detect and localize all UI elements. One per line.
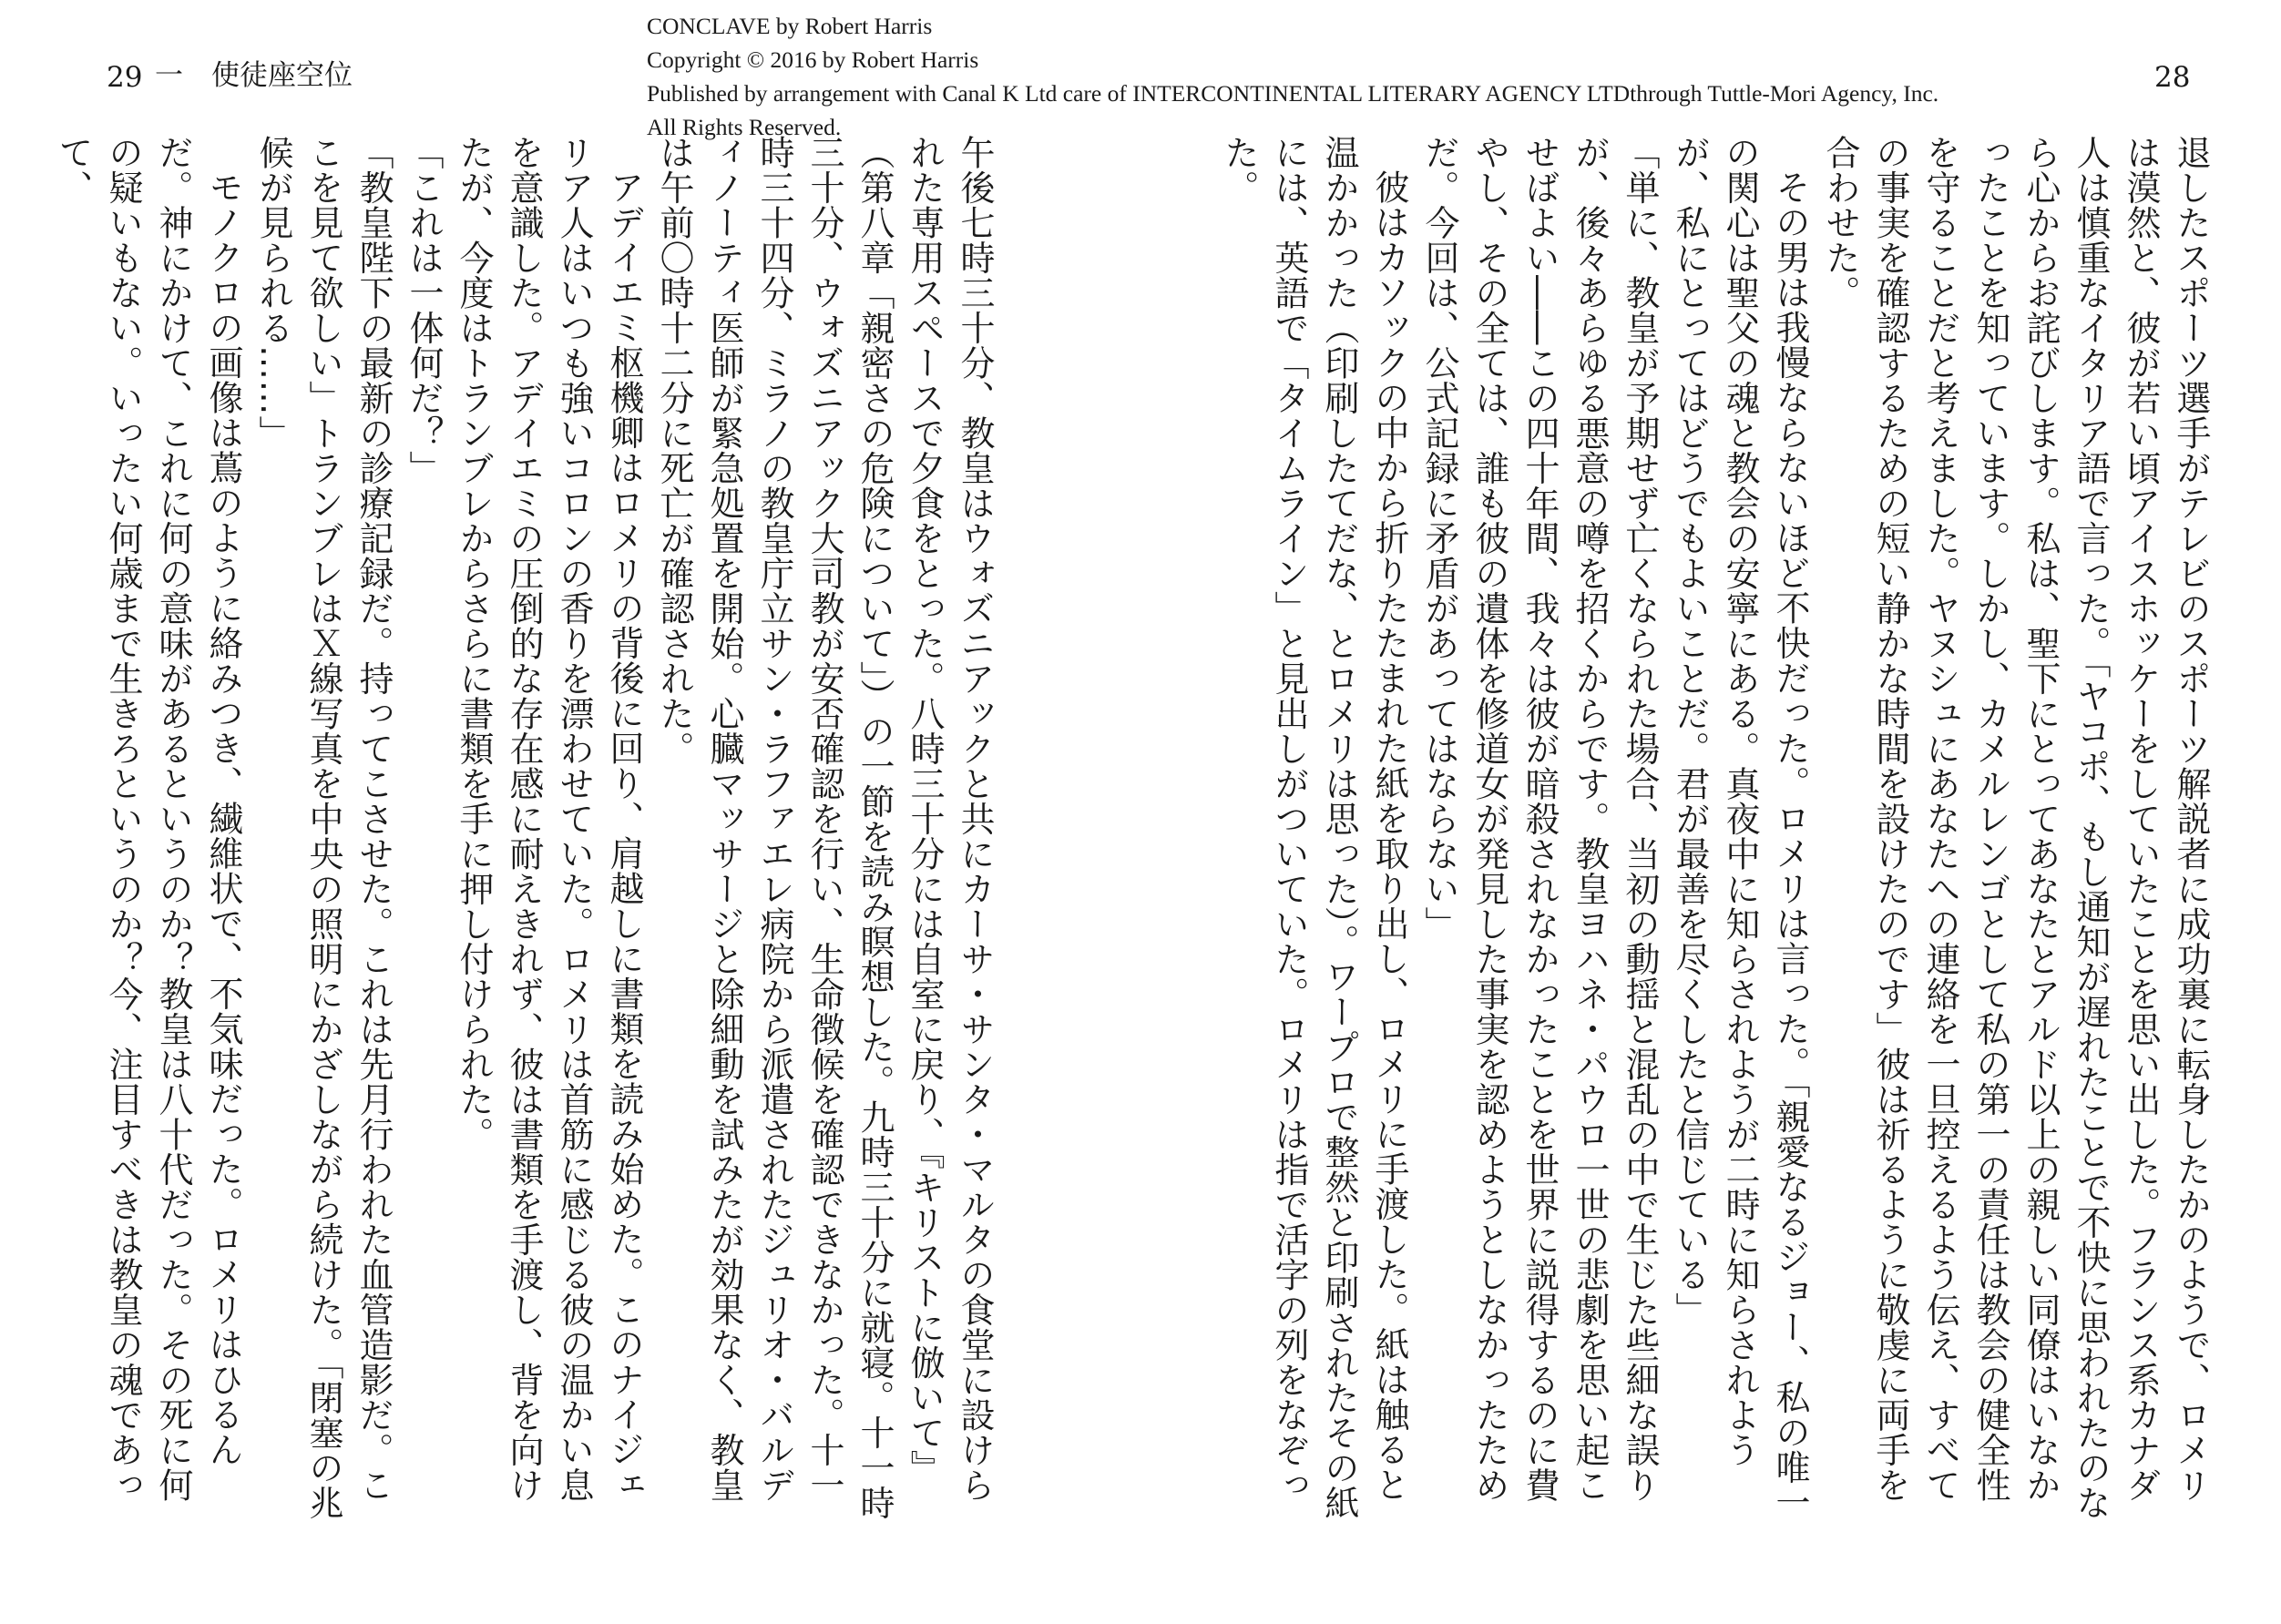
copyright-line: Copyright © 2016 by Robert Harris xyxy=(647,46,979,73)
paragraph: その男は我慢ならないほど不快だった。ロメリは言った。「親愛なるジョー、私の唯一の関心は聖父の魂と教会の安寧にある。真夜中に知らされようが二時に知らされようが、私にとってはどうでもよいことだ。君が最善を尽くしたと信じている」 xyxy=(1670,135,1810,1520)
paragraph: アデイエミ枢機卿はロメリの背後に回り、肩越しに書類を読み始めた。このナイジェリア人はいつも強いコロンの香りを漂わせていた。ロメリは首筋に感じる彼の温かい息を意識した。アデイエミの圧倒的な存在感に耐えきれず、彼は書類を手渡し、背を向けたが、今度はトランブレからさらに書類を手に押し付けられた。 xyxy=(454,135,644,1503)
copyright-line: CONCLAVE by Robert Harris xyxy=(647,13,933,39)
page-number-left: 29 xyxy=(107,61,143,94)
page-number-right: 28 xyxy=(2154,61,2191,94)
paragraph: 彼はカソックの中から折りたたまれた紙を取り出し、ロメリに手渡した。紙は触ると温かかった（印刷したてだな、とロメリは思った）。ワープロで整然と印刷されたその紙には、英語で「タイムライン」と見出しがついていた。ロメリは指で活字の列をなぞった。 xyxy=(1219,135,1409,1520)
paragraph: 「これは一体何だ？」 xyxy=(404,135,444,485)
paragraph: 退したスポーツ選手がテレビのスポーツ解説者に成功裏に転身したかのようで、ロメリは漠然と、彼が若い頃アイスホッケーをしていたことを思い出した。フランス系カナダ人は慎重なイタリア語で言った。「ヤコポ、もし通知が遅れたことで不快に思われたのなら心からお詫びします。私は、聖下にとってあなたとアルド以上の親しい同僚はいなかったことを知っています。しかし、カメルレンゴとして私の第一の責任は教会の健全性を守ることだと考えました。ヤヌシュにあなたへの連絡を一旦控えるよう伝え、すべての事実を確認するための短い静かな時間を設けたのです」彼は祈るように敬虔に両手を合わせた。 xyxy=(1820,135,2211,1520)
left-page-text xyxy=(53,135,999,1528)
paragraph: 午後七時三十分、教皇はウォズニアックと共にカーサ・サンタ・マルタの食堂に設けられた専用スペースで夕食をとった。八時三十分には自室に戻り、『キリストに倣いて』（第八章「親密さの危険について」）の一節を読み瞑想した。九時三十分に就寝。十一時三十分、ウォズニアック大司教が安否確認を行い、生命徴候を確認できなかった。十一時三十四分、ミラノの教皇庁立サン・ラファエレ病院から派遣されたジュリオ・バルディノーティ医師が緊急処置を開始。心臓マッサージと除細動を試みたが効果なく、教皇は午前〇時十二分に死亡が確認された。 xyxy=(654,135,995,1520)
copyright-line: Published by arrangement with Canal K Ltd care of INTERCONTINENTAL LITERARY AGENCY LTDthrough Tuttle-Mori Agency, Inc. xyxy=(647,80,1939,107)
copyright-line: All Rights Reserved. xyxy=(647,114,842,140)
paragraph: 「教皇陛下の最新の診療記録だ。持ってこさせた。これは先月行われた血管造影だ。ここを見て欲しい」トランブレはＸ線写真を中央の照明にかざしながら続けた。「閉塞の兆候が見られる……」 xyxy=(253,135,394,1520)
running-head: 一 使徒座空位 xyxy=(155,59,353,92)
right-page-text xyxy=(1219,135,2215,1528)
paragraph: モノクロの画像は蔦のように絡みつき、繊維状で、不気味だった。ロメリはひるんだ。神にかけて、これに何の意味があるというのか？教皇は八十代だった。その死に何の疑いもない。いったい何歳まで生きろというのか？今、注目すべきは教皇の魂であって、 xyxy=(53,135,243,1503)
paragraph: 「単に、教皇が予期せず亡くなられた場合、当初の動揺と混乱の中で生じた些細な誤りが、後々あらゆる悪意の噂を招くからです。教皇ヨハネ・パウロ一世の悲劇を思い起こせばよい――この四十年間、我々は彼が暗殺されなかったことを世界に説得するのに費やし、その全ては、誰も彼の遺体を修道女が発見した事実を認めようとしなかったためだ。今回は、公式記録に矛盾があってはならない」 xyxy=(1419,135,1660,1503)
copyright-notice xyxy=(647,9,1939,144)
